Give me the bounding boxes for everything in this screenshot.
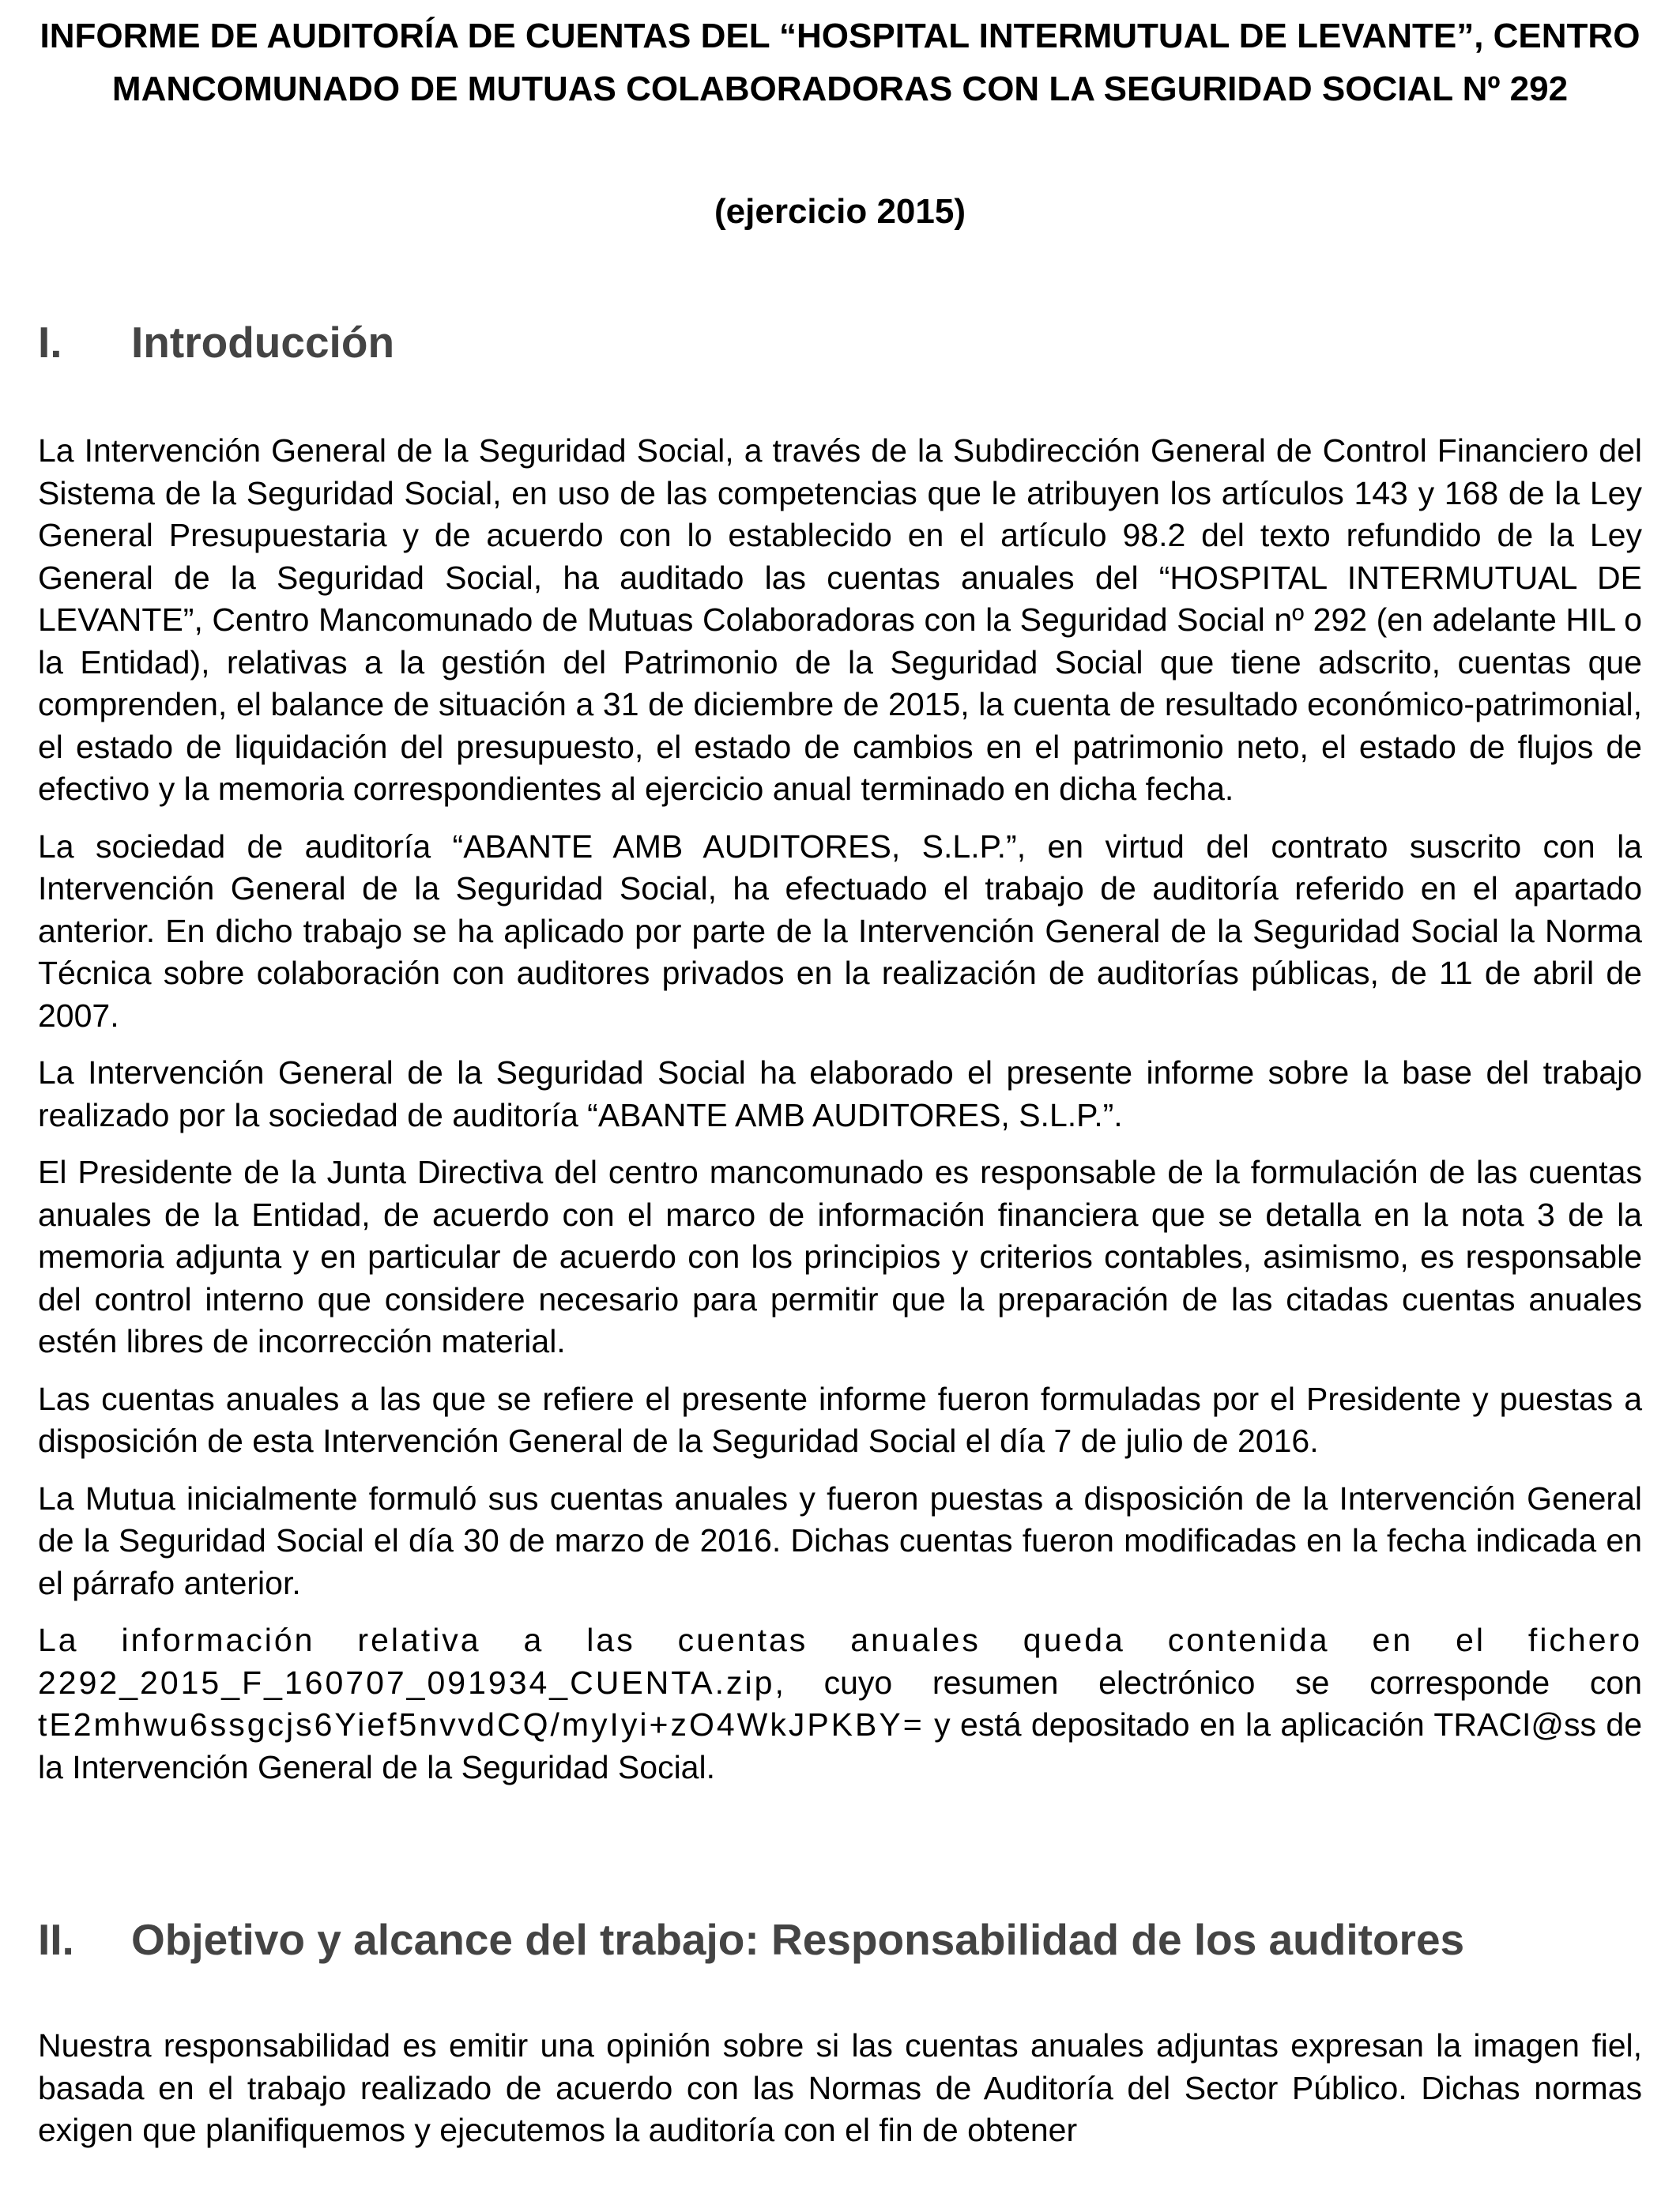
section-1-body	[38, 430, 1642, 1804]
file-intro: La información relativa a las cuentas anuales queda contenida en el fichero	[38, 1622, 1642, 1658]
file-name: 2292_2015_F_160707_091934_CUENTA.zip	[38, 1664, 775, 1701]
section-2-heading	[38, 1912, 1464, 1967]
paragraph: Nuestra responsabilidad es emitir una opinión sobre si las cuentas anuales adjuntas expresan la imagen fiel, basada en el trabajo realizado de acuerdo con las Normas de Auditoría del Sector Público. Dichas normas exigen que planifiquemos y ejecutemos la auditoría con el fin de obtener	[38, 2027, 1642, 2148]
fiscal-year: (ejercicio 2015)	[714, 192, 966, 231]
paragraph: La Intervención General de la Seguridad Social ha elaborado el presente informe sobre la base del trabajo realizado por la sociedad de auditoría “ABANTE AMB AUDITORES, S.L.P.”.	[38, 1054, 1642, 1133]
section-2-body	[38, 2025, 1642, 2167]
file-mid: , cuyo resumen electrónico se corresponde con	[774, 1664, 1642, 1701]
file-paragraph	[38, 1619, 1642, 1789]
paragraph: La sociedad de auditoría “ABANTE AMB AUDITORES, S.L.P.”, en virtud del contrato suscrito con la Intervención General de la Seguridad Social, ha efectuado el trabajo de auditoría referido en el apartado anterior. En dicho trabajo se ha aplicado por parte de la Intervención General de la Seguridad Social la Norma Técnica sobre colaboración con auditores privados en la realización de auditorías públicas, de 11 de abril de 2007.	[38, 827, 1642, 1034]
section-1-title: Introducción	[131, 318, 395, 367]
paragraph: La Intervención General de la Seguridad Social, a través de la Subdirección General de Control Financiero del Sistema de la Seguridad Social, en uso de las competencias que le atribuyen los artículos 143 y 168 de la Ley General Presupuestaria y de acuerdo con lo establecido en el artículo 98.2 del texto refundido de la Ley General de la Seguridad Social, ha auditado las cuentas anuales del “HOSPITAL INTERMUTUAL DE LEVANTE”, Centro Mancomunado de Mutuas Colaboradoras con la Seguridad Social nº 292 (en adelante HIL o la Entidad), relativas a la gestión del Patrimonio de la Seguridad Social que tiene adscrito, cuentas que comprenden, el balance de situación a 31 de diciembre de 2015, la cuenta de resultado económico-patrimonial, el estado de liquidación del presupuesto, el estado de cambios en el patrimonio neto, el estado de flujos de efectivo y la memoria correspondientes al ejercicio anual terminado en dicha fecha.	[38, 432, 1642, 807]
file-hash: tE2mhwu6ssgcjs6Yief5nvvdCQ/myIyi+zO4WkJPKBY=	[38, 1706, 925, 1743]
paragraph: Las cuentas anuales a las que se refiere el presente informe fueron formuladas por el Presidente y puestas a disposición de esta Intervención General de la Seguridad Social el día 7 de julio de 2016.	[38, 1380, 1642, 1459]
report-title: INFORME DE AUDITORÍA DE CUENTAS DEL “HOSPITAL INTERMUTUAL DE LEVANTE”, CENTRO MANCOMUNADO DE MUTUAS COLABORADORAS CON LA SEGURIDAD SOCIAL Nº 292	[40, 17, 1640, 108]
section-1-number: I.	[38, 318, 62, 367]
file-end: y está depositado en la aplicación TRACI@ss de la Intervención General de la Seguridad Social.	[38, 1706, 1642, 1785]
paragraph: El Presidente de la Junta Directiva del centro mancomunado es responsable de la formulación de las cuentas anuales de la Entidad, de acuerdo con el marco de información financiera que se detalla en la nota 3 de la memoria adjunta y en particular de acuerdo con los principios y criterios contables, asimismo, es responsable del control interno que considere necesario para permitir que la preparación de las citadas cuentas anuales estén libres de incorrección material.	[38, 1154, 1642, 1359]
section-2-number: II.	[38, 1915, 74, 1964]
section-1-heading	[38, 315, 394, 370]
paragraph: La Mutua inicialmente formuló sus cuentas anuales y fueron puestas a disposición de la Intervención General de la Seguridad Social el día 30 de marzo de 2016. Dichas cuentas fueron modificadas en la fecha indicada en el párrafo anterior.	[38, 1480, 1642, 1601]
section-2-title: Objetivo y alcance del trabajo: Responsabilidad de los auditores	[131, 1915, 1465, 1964]
